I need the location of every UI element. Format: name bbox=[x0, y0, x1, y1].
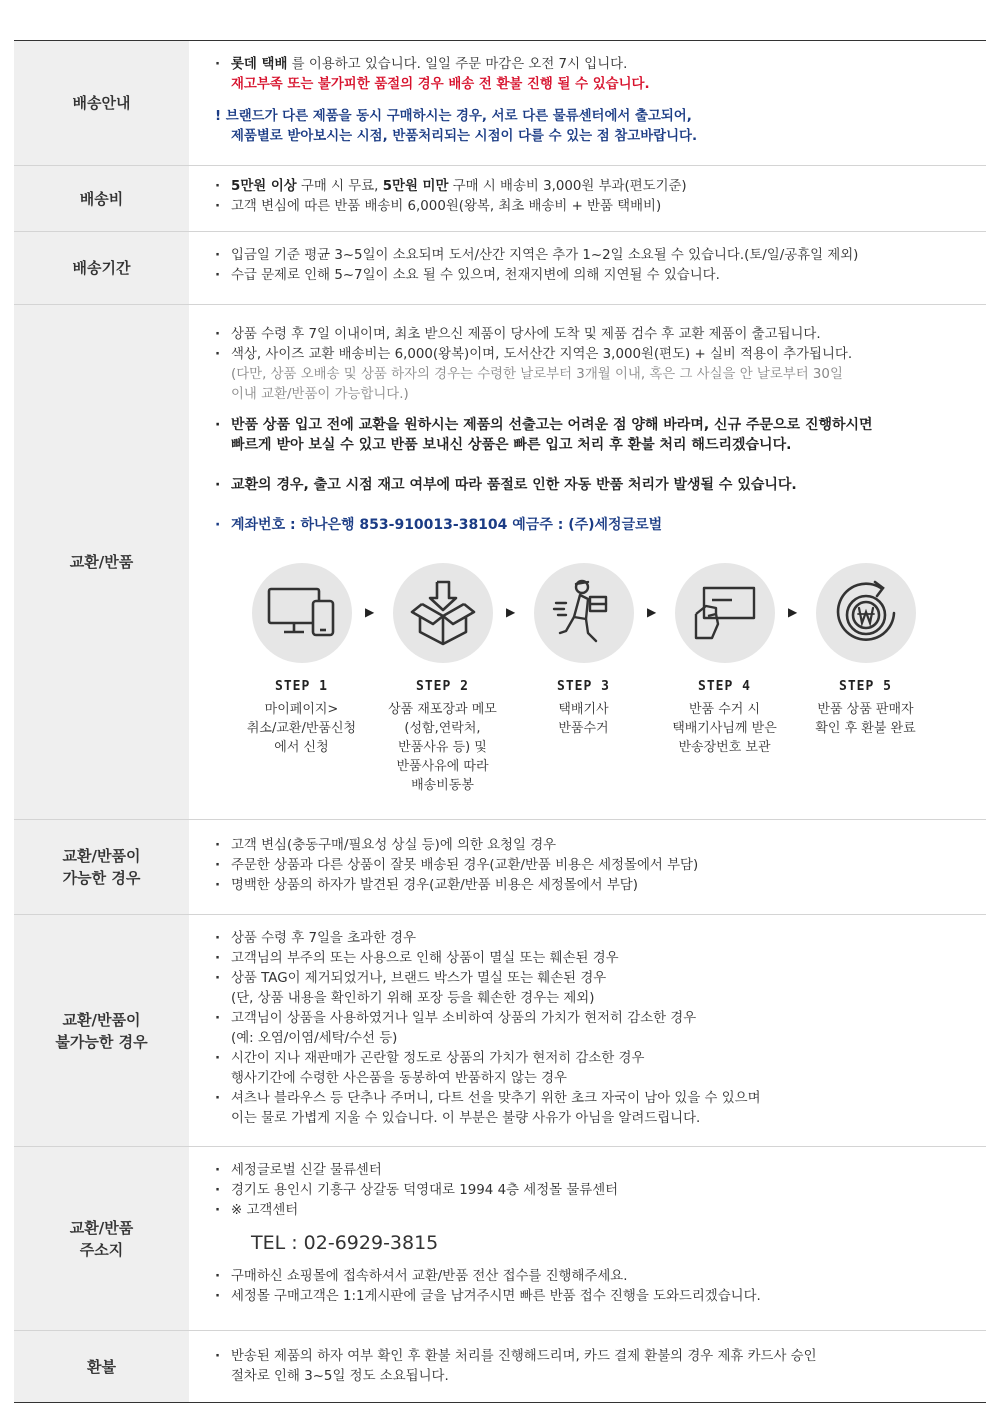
address-line-2: · 경기도 용인시 기흥구 상갈동 덕영대로 1994 4층 세정몰 물류센터 bbox=[215, 1181, 976, 1201]
impossible-line-2: · 고객님의 부주의 또는 사용으로 인해 상품이 멸실 또는 훼손된 경우 bbox=[215, 949, 976, 969]
step-5-circle bbox=[816, 563, 916, 663]
impossible-line-5: · 고객님이 상품을 사용하였거나 일부 소비하여 상품의 가치가 현저히 감소한 경우 bbox=[215, 1009, 976, 1029]
label-refund: 환불 bbox=[14, 1331, 189, 1402]
label-address: 교환/반품 주소지 bbox=[14, 1147, 189, 1330]
content-fee bbox=[189, 166, 986, 231]
possible-line-2: · 주문한 상품과 다른 상품이 잘못 배송된 경우(교환/반품 비용은 세정몰에서 부담) bbox=[215, 856, 976, 876]
step-arrow-2: ▶ bbox=[506, 605, 516, 619]
impossible-line-9: · 셔츠나 블라우스 등 단추나 주머니, 다트 선을 맞추기 위한 초크 자국이 남아 있을 수 있으며 bbox=[215, 1089, 976, 1109]
refund-line-1: · 반송된 제품의 하자 여부 확인 후 환불 처리를 진행해드리며, 카드 결제 환불의 경우 제휴 카드사 승인 bbox=[215, 1347, 976, 1367]
step-2-title: STEP 2 bbox=[416, 679, 469, 694]
shipping-line-4: 제품별로 받아보시는 시점, 반품처리되는 시점이 다를 수 있는 점 참고바랍니다. bbox=[231, 129, 698, 144]
bank-account: · 계좌번호 : 하나은행 853-910013-38104 예금주 : (주)세정글로벌 bbox=[215, 515, 976, 535]
refund-won-icon bbox=[831, 578, 901, 648]
step-1-title: STEP 1 bbox=[275, 679, 328, 694]
step-1-circle bbox=[252, 563, 352, 663]
refund-line-2: 절차로 인해 3~5일 정도 소요됩니다. bbox=[231, 1369, 449, 1384]
step-arrow-4: ▶ bbox=[788, 605, 798, 619]
hand-card-icon bbox=[692, 584, 758, 642]
step-3-circle bbox=[534, 563, 634, 663]
label-exchange: 교환/반품 bbox=[14, 305, 189, 819]
period-line-1: · 입금일 기준 평균 3~5일이 소요되며 도서/산간 지역은 추가 1~2일 소요될 수 있습니다.(토/일/공휴일 제외) bbox=[215, 246, 976, 266]
row-period bbox=[14, 232, 986, 305]
step-4-title: STEP 4 bbox=[698, 679, 751, 694]
box-download-icon bbox=[408, 578, 478, 648]
exchange-line-6: 빠르게 받아 보실 수 있고 반품 보내신 상품은 빠른 입고 처리 후 환불 처리 해드리겠습니다. bbox=[231, 437, 792, 453]
step-4-desc: 반품 수거 시 택배기사님께 받은 반송장번호 보관 bbox=[672, 702, 777, 755]
exchange-line-5: · 반품 상품 입고 전에 교환을 원하시는 제품의 선출고는 어려운 점 양해 바라며, 신규 주문으로 진행하시면 bbox=[215, 415, 976, 435]
label-possible: 교환/반품이 가능한 경우 bbox=[14, 820, 189, 914]
step-1 bbox=[231, 563, 372, 795]
row-shipping bbox=[14, 41, 986, 166]
step-3 bbox=[513, 563, 654, 795]
step-5-title: STEP 5 bbox=[839, 679, 892, 694]
step-5-desc: 반품 상품 판매자 확인 후 환불 완료 bbox=[815, 702, 916, 736]
impossible-line-10: 이는 물로 가볍게 지울 수 있습니다. 이 부분은 불량 사유가 아님을 알려드립니다. bbox=[231, 1111, 701, 1126]
row-possible bbox=[14, 820, 986, 915]
customer-center-tel: TEL : 02-6929-3815 bbox=[251, 1232, 439, 1254]
shipping-line-2: 재고부족 또는 불가피한 품절의 경우 배송 전 환불 진행 될 수 있습니다. bbox=[231, 77, 650, 92]
impossible-line-4: (단, 상품 내용을 확인하기 위해 포장 등을 훼손한 경우는 제외) bbox=[231, 991, 595, 1006]
label-fee: 배송비 bbox=[14, 166, 189, 231]
address-line-3: · ※ 고객센터 bbox=[215, 1201, 976, 1221]
step-arrow-3: ▶ bbox=[647, 605, 657, 619]
step-arrow-1: ▶ bbox=[365, 605, 375, 619]
content-shipping bbox=[189, 41, 986, 165]
content-exchange bbox=[189, 305, 986, 819]
fee-line-2: · 고객 변심에 따른 반품 배송비 6,000원(왕복, 최초 배송비 + 반품 택배비) bbox=[215, 197, 976, 217]
exchange-line-3: (다만, 상품 오배송 및 상품 하자의 경우는 수령한 날로부터 3개월 이내, 혹은 그 사실을 안 날로부터 30일 bbox=[231, 367, 843, 382]
content-period bbox=[189, 232, 986, 304]
step-2-circle bbox=[393, 563, 493, 663]
step-4 bbox=[654, 563, 795, 795]
delivery-man-icon bbox=[552, 577, 616, 649]
row-impossible bbox=[14, 915, 986, 1147]
row-exchange bbox=[14, 305, 986, 820]
address-line-5: · 세정몰 구매고객은 1:1게시판에 글을 남겨주시면 빠른 반품 접수 진행을 도와드리겠습니다. bbox=[215, 1287, 976, 1307]
row-fee bbox=[14, 166, 986, 232]
monitor-phone-icon bbox=[266, 585, 338, 641]
label-impossible: 교환/반품이 불가능한 경우 bbox=[14, 915, 189, 1146]
content-impossible bbox=[189, 915, 986, 1146]
impossible-line-1: · 상품 수령 후 7일을 초과한 경우 bbox=[215, 929, 976, 949]
step-3-desc: 택배기사 반품수거 bbox=[558, 702, 609, 736]
step-2 bbox=[372, 563, 513, 795]
label-shipping: 배송안내 bbox=[14, 41, 189, 165]
address-line-4: · 구매하신 쇼핑몰에 접속하셔서 교환/반품 전산 접수를 진행해주세요. bbox=[215, 1267, 976, 1287]
row-address bbox=[14, 1147, 986, 1331]
fee-line-1: · 5만원 이상 구매 시 무료, 5만원 미만 구매 시 배송비 3,000원 부과(편도기준) bbox=[215, 177, 976, 197]
impossible-line-8: 행사기간에 수령한 사은품을 동봉하여 반품하지 않는 경우 bbox=[231, 1071, 567, 1086]
possible-line-1: · 고객 변심(충동구매/필요성 상실 등)에 의한 요청일 경우 bbox=[215, 836, 976, 856]
exchange-line-4: 이내 교환/반품이 가능합니다.) bbox=[231, 387, 409, 402]
period-line-2: · 수급 문제로 인해 5~7일이 소요 될 수 있으며, 천재지변에 의해 지연될 수 있습니다. bbox=[215, 266, 976, 286]
content-refund bbox=[189, 1331, 986, 1402]
step-1-desc: 마이페이지> 취소/교환/반품신청 에서 신청 bbox=[246, 702, 357, 755]
impossible-line-6: (예: 오염/이염/세탁/수선 등) bbox=[231, 1031, 398, 1046]
label-period: 배송기간 bbox=[14, 232, 189, 304]
shipping-line-3: ! 브랜드가 다른 제품을 동시 구매하시는 경우, 서로 다른 물류센터에서 출고되어, bbox=[215, 109, 692, 124]
return-steps bbox=[231, 563, 976, 795]
exchange-line-7: · 교환의 경우, 출고 시점 재고 여부에 따라 품절로 인한 자동 반품 처리가 발생될 수 있습니다. bbox=[215, 475, 976, 495]
impossible-line-3: · 상품 TAG이 제거되었거나, 브랜드 박스가 멸실 또는 훼손된 경우 bbox=[215, 969, 976, 989]
exchange-line-1: · 상품 수령 후 7일 이내이며, 최초 받으신 제품이 당사에 도착 및 제품 검수 후 교환 제품이 출고됩니다. bbox=[215, 325, 976, 345]
content-possible bbox=[189, 820, 986, 914]
step-3-title: STEP 3 bbox=[557, 679, 610, 694]
possible-line-3: · 명백한 상품의 하자가 발견된 경우(교환/반품 비용은 세정몰에서 부담) bbox=[215, 876, 976, 896]
step-4-circle bbox=[675, 563, 775, 663]
exchange-line-2: · 색상, 사이즈 교환 배송비는 6,000(왕복)이며, 도서산간 지역은 3,000원(편도) + 실비 적용이 추가됩니다. bbox=[215, 345, 976, 365]
shipping-info-table bbox=[14, 40, 986, 1403]
row-refund bbox=[14, 1331, 986, 1403]
content-address bbox=[189, 1147, 986, 1330]
impossible-line-7: · 시간이 지나 재판매가 곤란할 정도로 상품의 가치가 현저히 감소한 경우 bbox=[215, 1049, 976, 1069]
step-5 bbox=[795, 563, 936, 795]
shipping-line-1: · 롯데 택배 를 이용하고 있습니다. 일일 주문 마감은 오전 7시 입니다. bbox=[215, 55, 976, 75]
address-line-1: · 세정글로벌 신갈 물류센터 bbox=[215, 1161, 976, 1181]
step-2-desc: 상품 재포장과 메모 (성함,연락처, 반품사유 등) 및 반품사유에 따라 배송비동봉 bbox=[388, 702, 497, 793]
